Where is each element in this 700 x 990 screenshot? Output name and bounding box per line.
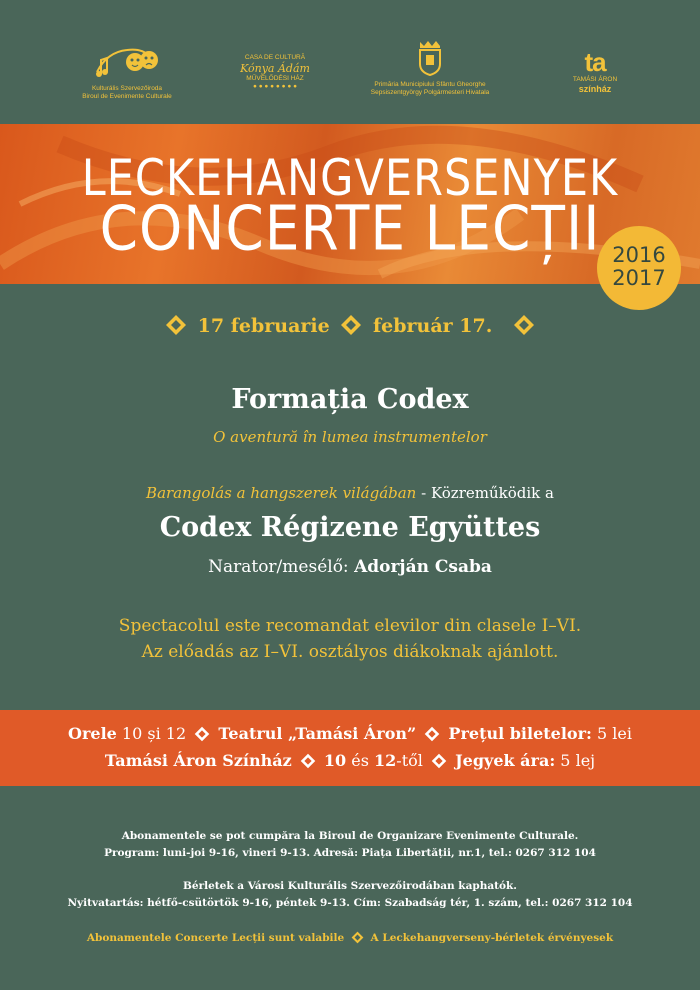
season-year-start: 2016 [612,243,666,267]
title-romanian: CONCERTE LECȚII [99,192,601,264]
hu-price-value: 5 lej [555,751,596,770]
footer-line1: Abonamentele se pot cumpăra la Biroul de Organizare Evenimente Culturale. [121,830,579,842]
diamond-ornament-icon [340,314,362,336]
ro-price-label: Prețul biletelor: [448,724,592,743]
footer-validity [0,931,700,944]
hu-venue: Tamási Áron Színház [104,751,292,770]
hu-time-a: 10 [323,751,347,770]
city-hall-logo [365,38,495,97]
logo4-caption1: TAMÁSI ÁRON [572,76,618,83]
diamond-ornament-icon [351,931,364,944]
culture-house-logo [220,54,330,91]
footer-line4: Nyitvatartás: hétfő-csütörtök 9-16, péntek 9-13. Cím: Szabadság tér, 1. szám, tel.: 0267 312 104 [67,897,633,909]
narrator-line [0,557,700,577]
logo4-mark: ta [584,47,606,77]
logo1-caption2: Biroul de Evenimente Culturale [82,93,172,100]
hu-time-suffix: -től [396,751,423,770]
narrator-name: Adorján Csaba [354,557,492,577]
season-badge [597,226,681,310]
cultural-office-logo [72,42,182,101]
logo2-script: Kónya Ádám [240,62,310,75]
footer-line2: Program: luni-joi 9-16, vineri 9-13. Adresă: Piața Libertății, nr.1, tel.: 0267 312 104 [104,847,596,859]
logo2-dots: ● ● ● ● ● ● ● ● [252,83,298,90]
diamond-ornament-icon [424,726,440,742]
logos-row [0,38,700,108]
info-line-hu [0,751,700,770]
ro-venue: Teatrul „Tamási Áron” [218,724,417,743]
logo3-caption2: Sepsiszentgyörgy Polgármesteri Hivatala [370,89,490,96]
hu-price-label: Jegyek ára: [455,751,556,770]
hungarian-intro [0,484,700,502]
coat-of-arms-icon [415,38,445,76]
theatre-masks-icon [87,42,167,80]
footer-line3: Bérletek a Városi Kulturális Szervezőirodában kaphatók. [183,880,517,892]
hungarian-intro-italic: Barangolás a hangszerek világában [146,484,417,502]
diamond-ornament-icon [300,753,316,769]
info-line-ro [0,724,700,743]
diamond-ornament-icon [194,726,210,742]
hu-time-mid: és [346,751,375,770]
ro-hours-label: Orele [68,724,117,743]
logo3-caption1: Primăria Municipiului Sfântu Gheorghe [374,81,486,88]
ro-hours-value: 10 și 12 [116,724,187,743]
band-subtitle: O aventură în lumea instrumentelor [213,428,487,446]
logo4-caption2: színház [578,84,612,94]
ro-price-value: 5 lei [591,724,632,743]
band-title: Formația Codex [231,384,469,415]
event-date [0,314,700,337]
logo2-top: CASA DE CULTURĂ [244,54,306,61]
diamond-ornament-icon [431,753,447,769]
date-hu: február 17. [372,315,493,337]
footer-validity-hu: A Leckehangverseny-bérletek érvényesek [370,932,614,944]
title-hungarian: LECKEHANGVERSENYEK [81,150,619,208]
diamond-ornament-icon [513,314,535,336]
logo2-bottom: MŰVELŐDÉSI HÁZ [246,75,304,82]
recommendation-hu: Az előadás az I–VI. osztályos diákoknak ajánlott. [141,642,559,662]
narrator-label: Narator/mesélő: [208,557,355,577]
logo1-caption1: Kulturális Szervezőiroda [91,85,163,92]
hungarian-intro-rest: - Közreműködik a [416,484,554,502]
theatre-logo [565,48,625,94]
ticket-info-band [0,710,700,786]
ensemble-name: Codex Régizene Együttes [159,512,541,543]
footer-validity-ro: Abonamentele Concerte Lecții sunt valabile [86,932,345,944]
recommendation-ro: Spectacolul este recomandat elevilor din clasele I–VI. [118,616,582,636]
diamond-ornament-icon [165,314,187,336]
season-year-end: 2017 [612,266,666,290]
date-ro: 17 februarie [197,315,330,337]
hu-time-b: 12 [374,751,397,770]
